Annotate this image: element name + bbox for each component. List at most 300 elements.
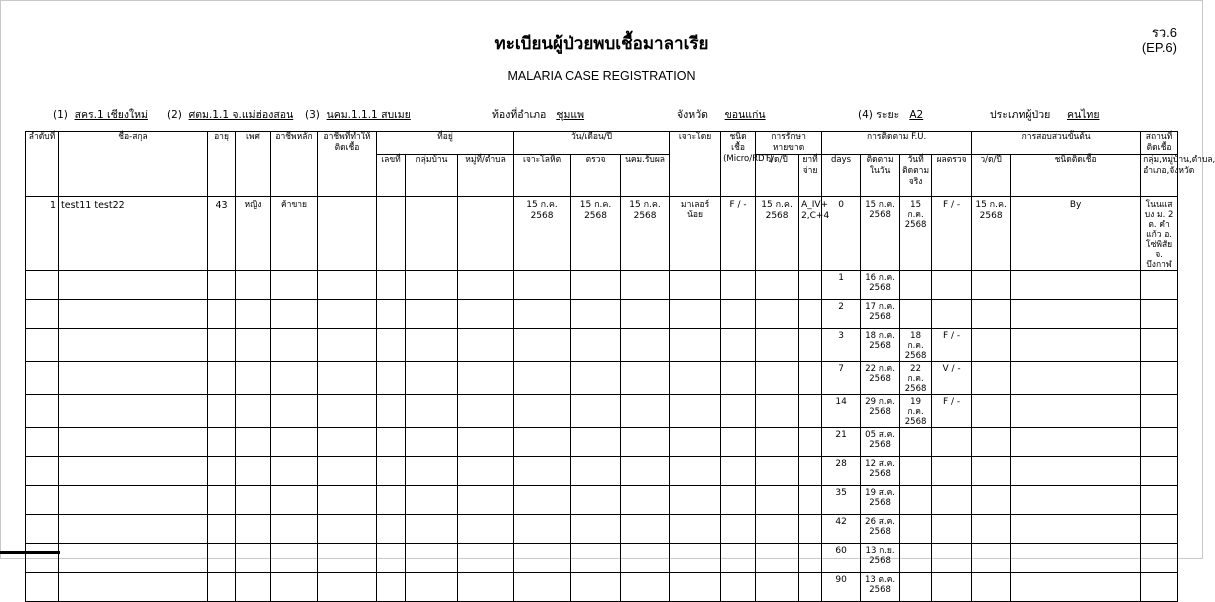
empty-cell bbox=[756, 271, 799, 300]
col-fu-actual: วันที่ติดตามจริง bbox=[900, 155, 932, 197]
empty-cell bbox=[208, 395, 236, 428]
empty-cell bbox=[972, 573, 1011, 602]
empty-cell bbox=[236, 457, 271, 486]
empty-cell bbox=[406, 362, 458, 395]
col-blood-draw: เจาะโลหิต bbox=[514, 155, 571, 197]
empty-cell bbox=[799, 362, 822, 395]
col-pathogen: ชนิดเชื้อ (Micro/RDT) bbox=[721, 132, 756, 197]
cell-fu-result bbox=[932, 544, 972, 573]
empty-cell bbox=[571, 362, 621, 395]
col-place: สถานที่ติดเชื้อ bbox=[1141, 132, 1178, 155]
col-drawn-by: เจาะโดย bbox=[670, 132, 721, 197]
empty-cell bbox=[799, 573, 822, 602]
form-code-ep: (EP.6) bbox=[1141, 40, 1177, 55]
empty-cell bbox=[26, 395, 59, 428]
empty-cell bbox=[406, 573, 458, 602]
empty-cell bbox=[59, 300, 208, 329]
table-row bbox=[26, 300, 1178, 329]
empty-cell bbox=[59, 271, 208, 300]
empty-cell bbox=[59, 395, 208, 428]
empty-cell bbox=[59, 362, 208, 395]
empty-cell bbox=[26, 362, 59, 395]
empty-cell bbox=[972, 395, 1011, 428]
col-moo: หมู่ที่/ตำบล bbox=[458, 155, 514, 197]
col-inv-date: ว/ด/ปี bbox=[972, 155, 1011, 197]
cell-fu-actual bbox=[900, 515, 932, 544]
cell-fu-result bbox=[932, 300, 972, 329]
empty-cell bbox=[1011, 362, 1141, 395]
col-house-no: เลขที่ bbox=[377, 155, 406, 197]
table-row bbox=[26, 271, 1178, 300]
col-tx-drug: ยาที่จ่าย bbox=[799, 155, 822, 197]
empty-cell bbox=[208, 544, 236, 573]
cell-moo bbox=[458, 197, 514, 271]
cell-drawn-by: มาเลอร์ น้อย bbox=[670, 197, 721, 271]
info-district: ท้องที่อำเภอ ชุมแพ bbox=[492, 109, 585, 121]
cell-tx-drug: A_IV+ 2,C+4 bbox=[799, 197, 822, 271]
empty-cell bbox=[236, 271, 271, 300]
empty-cell bbox=[318, 271, 377, 300]
empty-cell bbox=[1141, 457, 1178, 486]
col-investigation: การสอบสวนขั้นต้น bbox=[972, 132, 1141, 155]
cell-tx-date: 15 ก.ค. 2568 bbox=[756, 197, 799, 271]
table-row bbox=[26, 486, 1178, 515]
empty-cell bbox=[799, 515, 822, 544]
table-row bbox=[26, 515, 1178, 544]
empty-cell bbox=[721, 271, 756, 300]
cell-fu-date: 17 ก.ค. 2568 bbox=[861, 300, 900, 329]
empty-cell bbox=[1141, 329, 1178, 362]
empty-cell bbox=[458, 457, 514, 486]
empty-cell bbox=[799, 457, 822, 486]
cell-fu-date: 19 ส.ค. 2568 bbox=[861, 486, 900, 515]
empty-cell bbox=[756, 486, 799, 515]
empty-cell bbox=[621, 395, 670, 428]
table-row bbox=[26, 395, 1178, 428]
empty-cell bbox=[318, 544, 377, 573]
col-name: ชื่อ-สกุล bbox=[59, 132, 208, 197]
empty-cell bbox=[406, 329, 458, 362]
col-inv-type: ชนิดติดเชื้อ bbox=[1011, 155, 1141, 197]
cell-fu-date: 29 ก.ค. 2568 bbox=[861, 395, 900, 428]
col-exam: ตรวจ bbox=[571, 155, 621, 197]
empty-cell bbox=[377, 362, 406, 395]
col-age: อายุ bbox=[208, 132, 236, 197]
empty-cell bbox=[1141, 362, 1178, 395]
empty-cell bbox=[721, 544, 756, 573]
empty-cell bbox=[1141, 271, 1178, 300]
empty-cell bbox=[621, 329, 670, 362]
info-stage: (4) ระยะ A2 bbox=[858, 109, 924, 121]
empty-cell bbox=[406, 544, 458, 573]
empty-cell bbox=[670, 300, 721, 329]
empty-cell bbox=[621, 428, 670, 457]
empty-cell bbox=[571, 515, 621, 544]
empty-cell bbox=[972, 544, 1011, 573]
empty-cell bbox=[799, 486, 822, 515]
empty-cell bbox=[670, 486, 721, 515]
empty-cell bbox=[670, 573, 721, 602]
empty-cell bbox=[318, 486, 377, 515]
empty-cell bbox=[1011, 486, 1141, 515]
col-occupation-infect: อาชีพที่ทำให้ติดเชื้อ bbox=[318, 132, 377, 197]
empty-cell bbox=[1011, 544, 1141, 573]
cell-days: 2 bbox=[822, 300, 861, 329]
empty-cell bbox=[621, 515, 670, 544]
cell-exam: 15 ก.ค. 2568 bbox=[571, 197, 621, 271]
cell-days: 7 bbox=[822, 362, 861, 395]
empty-cell bbox=[571, 271, 621, 300]
empty-cell bbox=[621, 544, 670, 573]
empty-cell bbox=[318, 395, 377, 428]
empty-cell bbox=[377, 428, 406, 457]
cell-fu-actual bbox=[900, 457, 932, 486]
empty-cell bbox=[571, 300, 621, 329]
empty-cell bbox=[26, 300, 59, 329]
cell-days: 1 bbox=[822, 271, 861, 300]
empty-cell bbox=[972, 486, 1011, 515]
col-fu-result: ผลตรวจ bbox=[932, 155, 972, 197]
cell-fu-result bbox=[932, 428, 972, 457]
empty-cell bbox=[972, 300, 1011, 329]
cell-fu-result: V / - bbox=[932, 362, 972, 395]
empty-cell bbox=[318, 362, 377, 395]
empty-cell bbox=[621, 300, 670, 329]
empty-cell bbox=[458, 329, 514, 362]
cell-fu-actual: 22 ก.ค. 2568 bbox=[900, 362, 932, 395]
empty-cell bbox=[59, 544, 208, 573]
empty-cell bbox=[972, 515, 1011, 544]
empty-cell bbox=[26, 544, 59, 573]
cell-days: 35 bbox=[822, 486, 861, 515]
cell-fu-result bbox=[932, 573, 972, 602]
cell-fu-date: 05 ส.ค. 2568 bbox=[861, 428, 900, 457]
empty-cell bbox=[670, 544, 721, 573]
empty-cell bbox=[670, 271, 721, 300]
table-row bbox=[26, 457, 1178, 486]
empty-cell bbox=[571, 573, 621, 602]
empty-cell bbox=[208, 362, 236, 395]
col-place-detail: กลุ่ม,หมู่บ้าน,ตำบล, อำเภอ,จังหวัด bbox=[1141, 155, 1178, 197]
cell-fu-result: F / - bbox=[932, 395, 972, 428]
form-code bbox=[1142, 25, 1177, 55]
cell-days: 21 bbox=[822, 428, 861, 457]
cell-fu-date: 16 ก.ค. 2568 bbox=[861, 271, 900, 300]
empty-cell bbox=[59, 515, 208, 544]
empty-cell bbox=[621, 362, 670, 395]
empty-cell bbox=[571, 457, 621, 486]
empty-cell bbox=[1011, 573, 1141, 602]
empty-cell bbox=[236, 329, 271, 362]
empty-cell bbox=[377, 486, 406, 515]
empty-cell bbox=[59, 428, 208, 457]
empty-cell bbox=[271, 515, 318, 544]
empty-cell bbox=[1011, 428, 1141, 457]
empty-cell bbox=[756, 362, 799, 395]
col-tx-date: ว/ด/ปี bbox=[756, 155, 799, 197]
cell-days: 14 bbox=[822, 395, 861, 428]
empty-cell bbox=[377, 300, 406, 329]
empty-cell bbox=[458, 573, 514, 602]
col-address: ที่อยู่ bbox=[377, 132, 514, 155]
cell-fu-date: 18 ก.ค. 2568 bbox=[861, 329, 900, 362]
empty-cell bbox=[208, 329, 236, 362]
empty-cell bbox=[377, 271, 406, 300]
empty-cell bbox=[799, 300, 822, 329]
empty-cell bbox=[1011, 395, 1141, 428]
empty-cell bbox=[458, 300, 514, 329]
empty-cell bbox=[271, 329, 318, 362]
cell-age: 43 bbox=[208, 197, 236, 271]
empty-cell bbox=[236, 395, 271, 428]
empty-cell bbox=[799, 544, 822, 573]
empty-cell bbox=[1141, 515, 1178, 544]
col-village: กลุ่มบ้าน bbox=[406, 155, 458, 197]
empty-cell bbox=[571, 395, 621, 428]
empty-cell bbox=[318, 457, 377, 486]
empty-cell bbox=[458, 544, 514, 573]
empty-cell bbox=[670, 457, 721, 486]
cell-days: 90 bbox=[822, 573, 861, 602]
empty-cell bbox=[271, 395, 318, 428]
empty-cell bbox=[1011, 329, 1141, 362]
cell-days: 3 bbox=[822, 329, 861, 362]
empty-cell bbox=[1011, 271, 1141, 300]
empty-cell bbox=[271, 457, 318, 486]
table-row bbox=[26, 197, 1178, 271]
empty-cell bbox=[621, 271, 670, 300]
page-subtitle: MALARIA CASE REGISTRATION bbox=[507, 69, 696, 83]
empty-cell bbox=[406, 300, 458, 329]
cell-sex: หญิง bbox=[236, 197, 271, 271]
empty-cell bbox=[236, 300, 271, 329]
empty-cell bbox=[571, 544, 621, 573]
empty-cell bbox=[271, 544, 318, 573]
cell-fu-date: 12 ส.ค. 2568 bbox=[861, 457, 900, 486]
cell-fu-date: 26 ส.ค. 2568 bbox=[861, 515, 900, 544]
cell-fu-date: 22 ก.ค. 2568 bbox=[861, 362, 900, 395]
empty-cell bbox=[571, 428, 621, 457]
col-followup: การติดตาม F.U. bbox=[822, 132, 972, 155]
empty-cell bbox=[377, 544, 406, 573]
empty-cell bbox=[208, 300, 236, 329]
table-row bbox=[26, 362, 1178, 395]
empty-cell bbox=[1141, 428, 1178, 457]
empty-cell bbox=[621, 573, 670, 602]
empty-cell bbox=[458, 395, 514, 428]
empty-cell bbox=[670, 395, 721, 428]
empty-cell bbox=[458, 362, 514, 395]
empty-cell bbox=[1141, 486, 1178, 515]
empty-cell bbox=[721, 300, 756, 329]
empty-cell bbox=[972, 329, 1011, 362]
registration-table bbox=[25, 131, 1215, 602]
empty-cell bbox=[208, 271, 236, 300]
empty-cell bbox=[972, 271, 1011, 300]
cell-fu-result bbox=[932, 457, 972, 486]
empty-cell bbox=[406, 395, 458, 428]
info-office-1: (1) สคร.1 เชียงใหม่ bbox=[53, 109, 148, 121]
empty-cell bbox=[972, 362, 1011, 395]
empty-cell bbox=[26, 573, 59, 602]
cell-fu-date: 13 ก.ย. 2568 bbox=[861, 544, 900, 573]
cell-fu-actual bbox=[900, 573, 932, 602]
cell-inv-type: By bbox=[1011, 197, 1141, 271]
empty-cell bbox=[972, 457, 1011, 486]
empty-cell bbox=[271, 486, 318, 515]
empty-cell bbox=[318, 428, 377, 457]
info-patient-type: ประเภทผู้ป่วย คนไทย bbox=[990, 109, 1100, 121]
cell-fu-actual bbox=[900, 486, 932, 515]
empty-cell bbox=[514, 515, 571, 544]
empty-cell bbox=[458, 486, 514, 515]
empty-cell bbox=[236, 428, 271, 457]
col-report: นคม.รับผล bbox=[621, 155, 670, 197]
empty-cell bbox=[721, 573, 756, 602]
empty-cell bbox=[377, 515, 406, 544]
cell-days: 0 bbox=[822, 197, 861, 271]
empty-cell bbox=[208, 457, 236, 486]
empty-cell bbox=[972, 428, 1011, 457]
empty-cell bbox=[377, 457, 406, 486]
empty-cell bbox=[208, 515, 236, 544]
empty-cell bbox=[208, 573, 236, 602]
empty-cell bbox=[514, 362, 571, 395]
empty-cell bbox=[1011, 300, 1141, 329]
empty-cell bbox=[514, 329, 571, 362]
empty-cell bbox=[1011, 457, 1141, 486]
empty-cell bbox=[799, 271, 822, 300]
cell-occupation: ค้าขาย bbox=[271, 197, 318, 271]
empty-cell bbox=[670, 329, 721, 362]
cell-village bbox=[406, 197, 458, 271]
empty-cell bbox=[514, 486, 571, 515]
empty-cell bbox=[458, 515, 514, 544]
col-occupation: อาชีพหลัก bbox=[271, 132, 318, 197]
empty-cell bbox=[514, 428, 571, 457]
empty-cell bbox=[318, 329, 377, 362]
cell-fu-actual: 19 ก.ค. 2568 bbox=[900, 395, 932, 428]
empty-cell bbox=[318, 515, 377, 544]
cell-occupation-infect bbox=[318, 197, 377, 271]
cell-days: 28 bbox=[822, 457, 861, 486]
empty-cell bbox=[670, 515, 721, 544]
empty-cell bbox=[236, 362, 271, 395]
empty-cell bbox=[318, 300, 377, 329]
empty-cell bbox=[514, 271, 571, 300]
empty-cell bbox=[756, 544, 799, 573]
empty-cell bbox=[236, 515, 271, 544]
empty-cell bbox=[721, 329, 756, 362]
cell-fu-date: 15 ก.ค. 2568 bbox=[861, 197, 900, 271]
empty-cell bbox=[236, 486, 271, 515]
table-body bbox=[26, 197, 1178, 602]
empty-cell bbox=[236, 573, 271, 602]
bottom-edge-mark bbox=[0, 551, 60, 554]
empty-cell bbox=[236, 544, 271, 573]
empty-cell bbox=[377, 395, 406, 428]
table-row bbox=[26, 544, 1178, 573]
empty-cell bbox=[514, 300, 571, 329]
table-row bbox=[26, 428, 1178, 457]
empty-cell bbox=[458, 271, 514, 300]
empty-cell bbox=[621, 486, 670, 515]
cell-fu-actual bbox=[900, 428, 932, 457]
info-province: จังหวัด ขอนแก่น bbox=[677, 109, 766, 121]
col-fu-date: ติดตามในวัน bbox=[861, 155, 900, 197]
empty-cell bbox=[721, 457, 756, 486]
cell-fu-result: F / - bbox=[932, 329, 972, 362]
empty-cell bbox=[406, 515, 458, 544]
empty-cell bbox=[799, 395, 822, 428]
empty-cell bbox=[271, 271, 318, 300]
empty-cell bbox=[59, 486, 208, 515]
empty-cell bbox=[318, 573, 377, 602]
info-office-2: (2) ศตม.1.1 จ.แม่ฮ่องสอน bbox=[167, 109, 294, 121]
empty-cell bbox=[514, 457, 571, 486]
cell-inv-date: 15 ก.ค. 2568 bbox=[972, 197, 1011, 271]
empty-cell bbox=[514, 395, 571, 428]
empty-cell bbox=[377, 573, 406, 602]
col-seq: ลำดับที่ bbox=[26, 132, 59, 197]
empty-cell bbox=[670, 362, 721, 395]
empty-cell bbox=[571, 486, 621, 515]
empty-cell bbox=[271, 428, 318, 457]
empty-cell bbox=[406, 428, 458, 457]
cell-fu-actual bbox=[900, 544, 932, 573]
empty-cell bbox=[621, 457, 670, 486]
empty-cell bbox=[1011, 515, 1141, 544]
cell-days: 60 bbox=[822, 544, 861, 573]
cell-fu-result: F / - bbox=[932, 197, 972, 271]
empty-cell bbox=[59, 457, 208, 486]
col-days: days bbox=[822, 155, 861, 197]
cell-seq: 1 bbox=[26, 197, 59, 271]
cell-place: โนนแสบง ม. 2 ต. คำแก้ว อ. โซ่พิสัย จ. บึงกาฬ bbox=[1141, 197, 1178, 271]
empty-cell bbox=[670, 428, 721, 457]
empty-cell bbox=[721, 395, 756, 428]
cell-pathogen: F / - bbox=[721, 197, 756, 271]
empty-cell bbox=[26, 271, 59, 300]
cell-report: 15 ก.ค. 2568 bbox=[621, 197, 670, 271]
empty-cell bbox=[514, 573, 571, 602]
cell-name: test11 test22 bbox=[59, 197, 208, 271]
empty-cell bbox=[26, 515, 59, 544]
col-sex: เพศ bbox=[236, 132, 271, 197]
empty-cell bbox=[26, 486, 59, 515]
table-row bbox=[26, 573, 1178, 602]
empty-cell bbox=[406, 486, 458, 515]
cell-days: 42 bbox=[822, 515, 861, 544]
empty-cell bbox=[799, 329, 822, 362]
form-code-thai: รว.6 bbox=[1151, 25, 1177, 40]
empty-cell bbox=[756, 428, 799, 457]
cell-fu-actual bbox=[900, 300, 932, 329]
cell-fu-result bbox=[932, 515, 972, 544]
empty-cell bbox=[756, 395, 799, 428]
empty-cell bbox=[756, 300, 799, 329]
empty-cell bbox=[571, 329, 621, 362]
empty-cell bbox=[406, 271, 458, 300]
empty-cell bbox=[208, 428, 236, 457]
empty-cell bbox=[208, 486, 236, 515]
cell-house-no bbox=[377, 197, 406, 271]
cell-fu-actual bbox=[900, 271, 932, 300]
empty-cell bbox=[799, 428, 822, 457]
col-date: วัน/เดือน/ปี bbox=[514, 132, 670, 155]
empty-cell bbox=[26, 457, 59, 486]
cell-fu-actual: 15 ก.ค. 2568 bbox=[900, 197, 932, 271]
